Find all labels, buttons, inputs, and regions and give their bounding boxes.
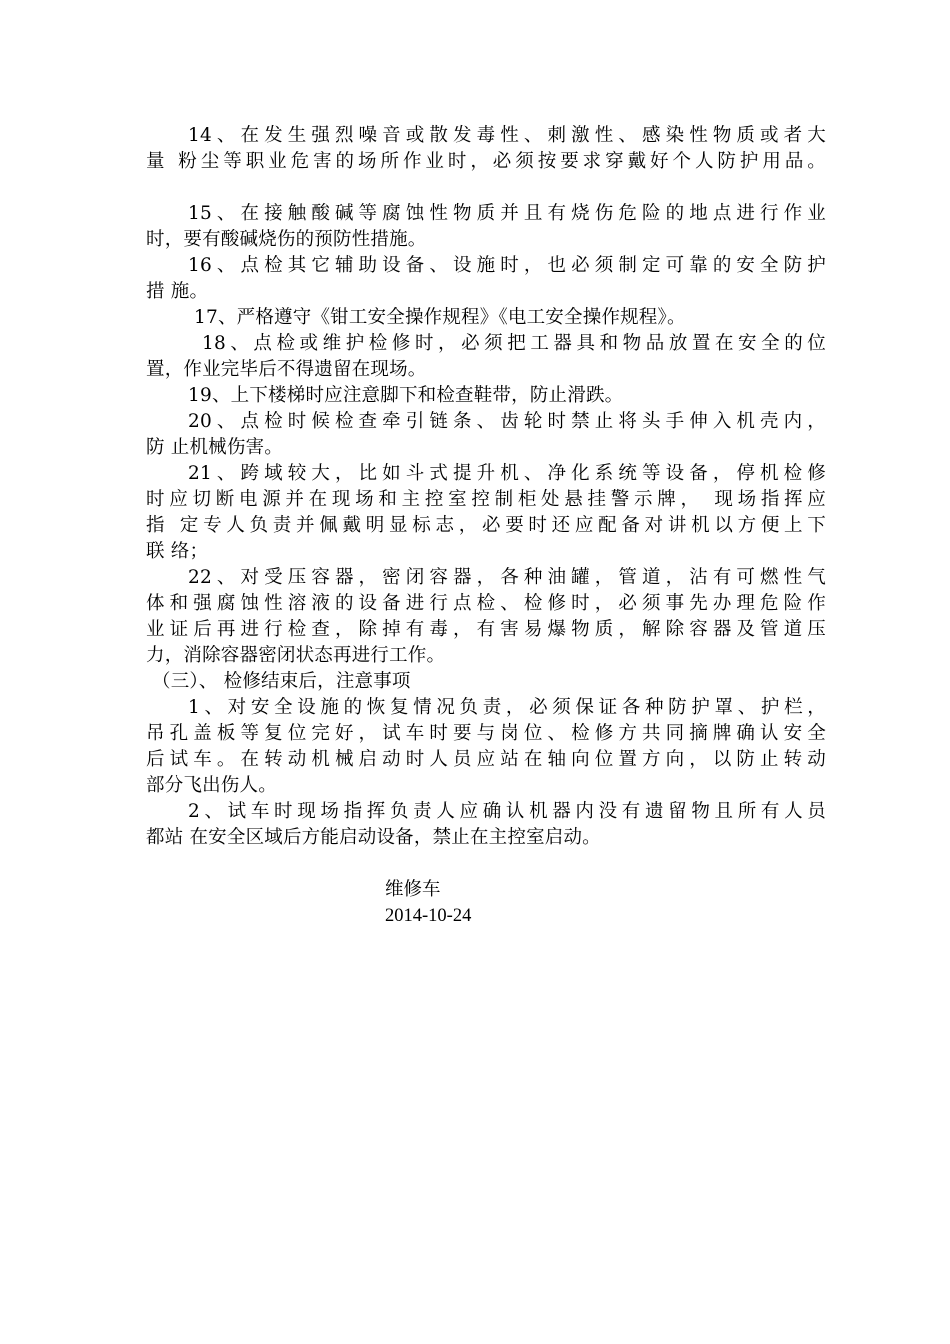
item-17-line-1: 17、严格遵守《钳工安全操作规程》《电工安全操作规程》。 (194, 307, 686, 328)
item-21-line-2: 时应切断电源并在现场和主控室控制柜处悬挂警示牌， 现场指挥应 (146, 489, 826, 510)
item-21-line-4: 联 络； (146, 541, 209, 562)
item-21-line-3: 指 定专人负责并佩戴明显标志，必要时还应配备对讲机以方便上下 (146, 515, 826, 536)
item-22-line-2: 体和强腐蚀性溶液的设备进行点检、检修时，必须事先办理危险作 (146, 593, 826, 614)
item-14-line-2: 量 粉尘等职业危害的场所作业时，必须按要求穿戴好个人防护用品。 (146, 151, 826, 172)
item-22-line-3: 业证后再进行检查，除掉有毒，有害易爆物质，解除容器及管道压 (146, 619, 826, 640)
item-22-line-4: 力，消除容器密闭状态再进行工作。 (146, 645, 446, 666)
item-21-line-1: 21、跨域较大，比如斗式提升机、净化系统等设备，停机检修 (188, 463, 826, 484)
post-item-1-line-3: 后试车。在转动机械启动时人员应站在轴向位置方向，以防止转动 (146, 749, 826, 770)
post-item-1-line-2: 吊孔盖板等复位完好，试车时要与岗位、检修方共同摘牌确认安全 (146, 723, 826, 744)
item-15-line-2: 时，要有酸碱烧伤的预防性措施。 (146, 229, 427, 250)
item-18-line-1: 18、点检或维护检修时，必须把工器具和物品放置在安全的位 (202, 333, 826, 354)
item-20-line-1: 20、点检时候检查牵引链条、齿轮时禁止将头手伸入机壳内， (188, 411, 826, 432)
item-16-line-1: 16、点检其它辅助设备、设施时，也必须制定可靠的安全防护 (188, 255, 826, 276)
post-item-2-line-2: 都站 在安全区域后方能启动设备，禁止在主控室启动。 (146, 827, 601, 848)
section-heading: （三）、 检修结束后，注意事项 (152, 671, 411, 692)
item-19-line-1: 19、上下楼梯时应注意脚下和检查鞋带，防止滑跌。 (188, 385, 624, 406)
signature-department: 维修车 (385, 879, 441, 900)
item-14-line-1: 14、在发生强烈噪音或散发毒性、刺激性、感染性物质或者大 (188, 125, 826, 146)
item-22-line-1: 22、对受压容器，密闭容器，各种油罐，管道，沾有可燃性气 (188, 567, 826, 588)
item-20-line-2: 防 止机械伤害。 (146, 437, 283, 458)
item-15-line-1: 15、在接触酸碱等腐蚀性物质并且有烧伤危险的地点进行作业 (188, 203, 826, 224)
item-18-line-2: 置，作业完毕后不得遗留在现场。 (146, 359, 427, 380)
signature-date: 2014-10-24 (385, 906, 472, 926)
post-item-1-line-1: 1、对安全设施的恢复情况负责，必须保证各种防护罩、护栏， (188, 697, 826, 718)
item-16-line-2: 措 施。 (146, 281, 209, 302)
post-item-1-line-4: 部分飞出伤人。 (146, 775, 277, 796)
post-item-2-line-1: 2、试车时现场指挥负责人应确认机器内没有遗留物且所有人员 (188, 801, 826, 822)
